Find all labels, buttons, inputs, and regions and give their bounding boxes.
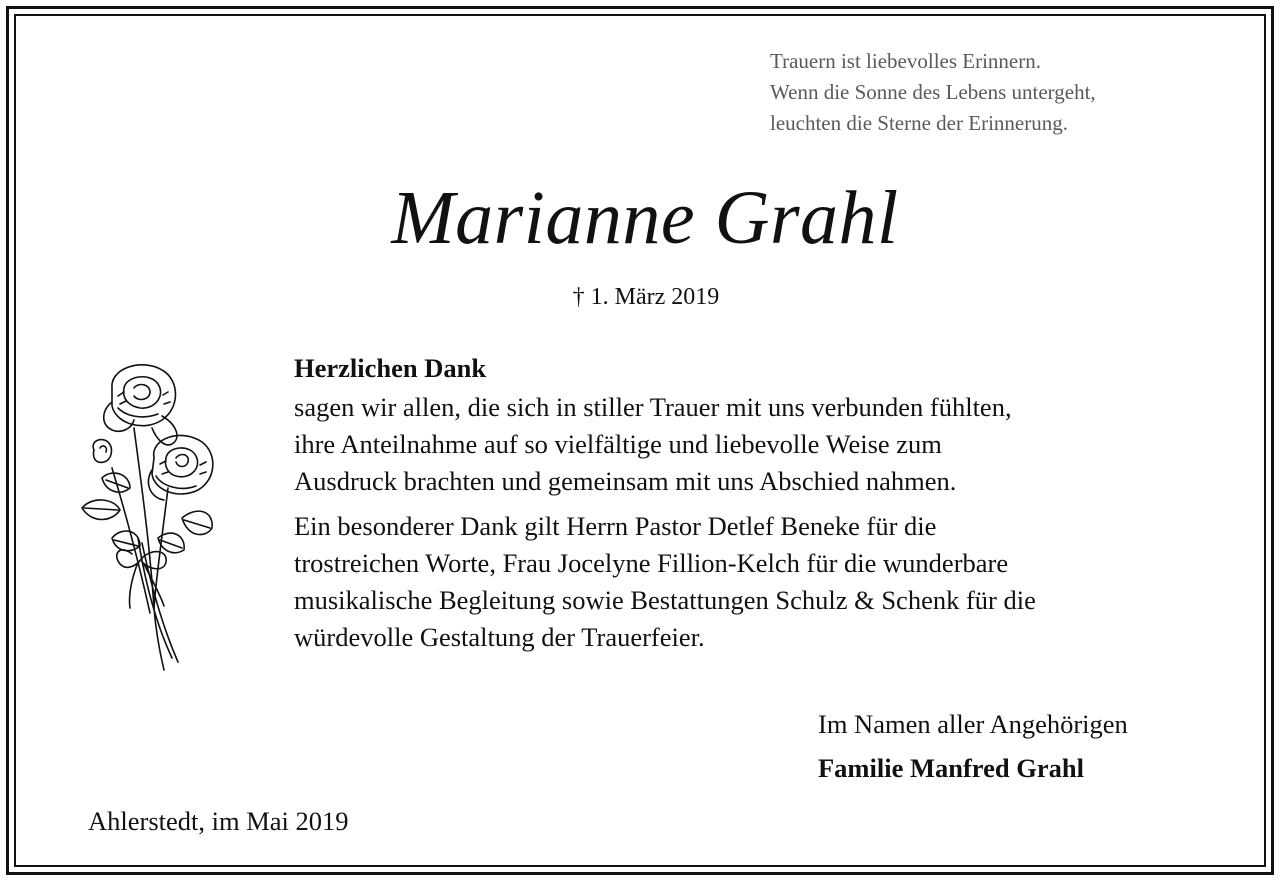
signature-block	[818, 702, 1128, 790]
message-paragraph	[294, 508, 1254, 656]
text-line: würdevolle Gestaltung der Trauerfeier.	[294, 622, 705, 652]
death-date: † 1. März 2019	[572, 284, 720, 310]
text-line: musikalische Begleitung sowie Bestattungen Schulz & Schenk für die	[294, 585, 1036, 615]
memorial-quote	[770, 46, 1096, 139]
text-line: sagen wir allen, die sich in stiller Trauer mit uns verbunden fühlten,	[294, 392, 1012, 422]
signature-line: Im Namen aller Angehörigen	[818, 709, 1128, 739]
quote-line: leuchten die Sterne der Erinnerung.	[770, 111, 1068, 135]
place-and-date: Ahlerstedt, im Mai 2019	[88, 806, 349, 836]
message-paragraph	[294, 389, 1254, 500]
thank-you-message	[294, 350, 1254, 656]
rose-bouquet-icon	[72, 358, 222, 674]
quote-line: Wenn die Sonne des Lebens untergeht,	[770, 80, 1096, 104]
text-line: Ausdruck brachten und gemeinsam mit uns Abschied nahmen.	[294, 466, 957, 496]
text-line: ihre Anteilnahme auf so vielfältige und liebevolle Weise zum	[294, 429, 942, 459]
text-line: trostreichen Worte, Frau Jocelyne Fillion-Kelch für die wunderbare	[294, 548, 1009, 578]
text-line: Ein besonderer Dank gilt Herrn Pastor Detlef Beneke für die	[294, 511, 937, 541]
message-heading: Herzlichen Dank	[294, 353, 487, 383]
quote-line: Trauern ist liebevolles Erinnern.	[770, 49, 1042, 73]
deceased-name: Marianne Grahl	[391, 176, 899, 260]
family-name: Familie Manfred Grahl	[818, 753, 1084, 783]
